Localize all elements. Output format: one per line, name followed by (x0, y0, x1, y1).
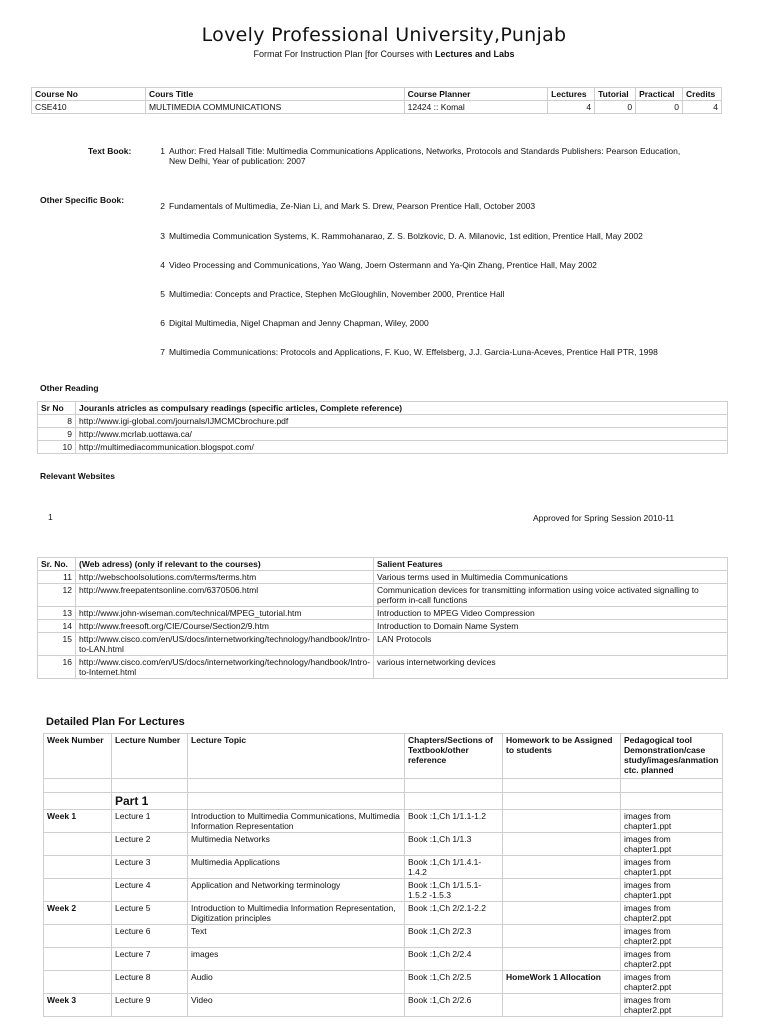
book-text: Multimedia Communications: Protocols and Applications, F. Kuo, W. Effelsberg, J.J. Garcia-Luna-Aceves, Prentice Hall PTR, 1998 (169, 347, 658, 357)
format-prefix: Format For Instruction Plan [for Courses with (253, 49, 436, 59)
reading-link-cell[interactable]: http://www.mcrlab.uottawa.ca/ (76, 428, 728, 441)
chapter-cell: Book :1,Ch 1/1.5.1-1.5.2 -1.5.3 (405, 879, 503, 902)
book-text: Video Processing and Communications, Yao Wang, Joern Ostermann and Ya-Qin Zhang, Prentice Hall, May 2002 (169, 260, 597, 270)
tool-cell: images from chapter2.ppt (621, 925, 723, 948)
websites-header-row (38, 558, 728, 571)
week-cell (44, 948, 112, 971)
university-title: Lovely Professional University,Punjab (201, 24, 567, 46)
lecture-number-cell: Lecture 2 (112, 833, 188, 856)
lecture-header-cell: Lecture Topic (188, 734, 405, 779)
chapter-cell: Book :1,Ch 2/2.5 (405, 971, 503, 994)
week-cell (44, 833, 112, 856)
course-table (31, 87, 722, 114)
other-book-entry (155, 201, 715, 213)
course-header-cell: Tutorial (595, 88, 636, 101)
course-header-row (32, 88, 722, 101)
course-value-cell: 0 (595, 101, 636, 114)
website-sr-cell: 13 (38, 607, 76, 620)
lecture-row (44, 902, 723, 925)
lecture-header-cell: Pedagogical tool Demonstration/case study/images/anmation ctc. planned (621, 734, 723, 779)
book-number: 3 (160, 231, 165, 241)
website-feature-cell: Introduction to MPEG Video Compression (374, 607, 728, 620)
lecture-number-cell: Lecture 4 (112, 879, 188, 902)
website-feature-cell: Various terms used in Multimedia Communications (374, 571, 728, 584)
websites-header-cell: (Web adress) (only if relevant to the courses) (76, 558, 374, 571)
course-value-cell: 12424 :: Komal (404, 101, 548, 114)
tool-cell: images from chapter1.ppt (621, 879, 723, 902)
lecture-row (44, 879, 723, 902)
lecture-topic-cell: Multimedia Applications (188, 856, 405, 879)
reading-row (38, 428, 728, 441)
lecture-row (44, 994, 723, 1017)
book-number: 2 (160, 201, 165, 211)
spacer-row (44, 779, 723, 793)
website-sr-cell: 11 (38, 571, 76, 584)
chapter-cell: Book :1,Ch 2/2.6 (405, 994, 503, 1017)
website-sr-cell: 16 (38, 656, 76, 679)
website-url-cell[interactable]: http://www.cisco.com/en/US/docs/internetworking/technology/handbook/Intro-to-LAN.html (76, 633, 374, 656)
websites-header-cell: Sr. No. (38, 558, 76, 571)
chapter-cell: Book :1,Ch 2/2.1-2.2 (405, 902, 503, 925)
reading-sr-cell: 9 (38, 428, 76, 441)
homework-cell (503, 994, 621, 1017)
chapter-cell: Book :1,Ch 2/2.3 (405, 925, 503, 948)
course-value-row (32, 101, 722, 114)
format-bold: Lectures and Labs (435, 49, 515, 59)
format-subtitle (0, 49, 768, 59)
lecture-number-cell: Lecture 8 (112, 971, 188, 994)
homework-cell: HomeWork 1 Allocation (503, 971, 621, 994)
reading-link-cell[interactable]: http://www.igi-global.com/journals/IJMCMCbrochure.pdf (76, 415, 728, 428)
week-cell (44, 925, 112, 948)
course-header-cell: Credits (683, 88, 722, 101)
course-header-cell: Lectures (548, 88, 595, 101)
book-number: 7 (160, 347, 165, 357)
homework-cell (503, 810, 621, 833)
book-number: 6 (160, 318, 165, 328)
website-row (38, 656, 728, 679)
other-reading-table (37, 401, 728, 454)
reading-sr-cell: 8 (38, 415, 76, 428)
website-feature-cell: Communication devices for transmitting information using voice activated signalling to perform in-call functions (374, 584, 728, 607)
lecture-header-cell: Lecture Number (112, 734, 188, 779)
book-text: Multimedia Communication Systems, K. Rammohanarao, Z. S. Bolzkovic, D. A. Milanovic, 1st edition, Prentice Hall, May 2002 (169, 231, 643, 241)
homework-cell (503, 856, 621, 879)
chapter-cell: Book :1,Ch 2/2.4 (405, 948, 503, 971)
lecture-header-cell: Homework to be Assigned to students (503, 734, 621, 779)
homework-cell (503, 948, 621, 971)
homework-cell (503, 902, 621, 925)
tool-cell: images from chapter2.ppt (621, 902, 723, 925)
book-number: 5 (160, 289, 165, 299)
website-row (38, 620, 728, 633)
course-value-cell: 0 (636, 101, 683, 114)
book-text: Fundamentals of Multimedia, Ze-Nian Li, and Mark S. Drew, Pearson Prentice Hall, October 2003 (169, 201, 536, 211)
website-feature-cell: various internetworking devices (374, 656, 728, 679)
lecture-plan-table (43, 733, 723, 1017)
tool-cell: images from chapter2.ppt (621, 994, 723, 1017)
relevant-websites-label: Relevant Websites (40, 471, 115, 481)
lecture-topic-cell: Application and Networking terminology (188, 879, 405, 902)
lecture-number-cell: Lecture 7 (112, 948, 188, 971)
book-number: 4 (160, 260, 165, 270)
tool-cell: images from chapter1.ppt (621, 810, 723, 833)
approval-note: Approved for Spring Session 2010-11 (533, 513, 675, 523)
website-row (38, 633, 728, 656)
lecture-row (44, 948, 723, 971)
reading-header-cell: Sr No (38, 402, 76, 415)
course-value-cell: MULTIMEDIA COMMUNICATIONS (145, 101, 404, 114)
reading-row (38, 415, 728, 428)
lecture-number-cell: Lecture 1 (112, 810, 188, 833)
course-header-cell: Course Planner (404, 88, 548, 101)
website-row (38, 584, 728, 607)
lecture-header-row (44, 734, 723, 779)
reading-row (38, 441, 728, 454)
tool-cell: images from chapter1.ppt (621, 856, 723, 879)
website-url-cell[interactable]: http://webschoolsolutions.com/terms/terms.htm (76, 571, 374, 584)
reading-link-cell[interactable]: http://multimediacommunication.blogspot.com/ (76, 441, 728, 454)
week-cell (44, 971, 112, 994)
book-text: Digital Multimedia, Nigel Chapman and Jenny Chapman, Wiley, 2000 (169, 318, 429, 328)
course-value-cell: 4 (548, 101, 595, 114)
chapter-cell: Book :1,Ch 1/1.4.1-1.4.2 (405, 856, 503, 879)
course-header-cell: Course No (32, 88, 146, 101)
lecture-topic-cell: Video (188, 994, 405, 1017)
website-url-cell[interactable]: http://www.freepatentsonline.com/6370506.html (76, 584, 374, 607)
lecture-number-cell: Lecture 3 (112, 856, 188, 879)
week-cell: Week 1 (44, 810, 112, 833)
website-url-cell[interactable]: http://www.cisco.com/en/US/docs/internetworking/technology/handbook/Intro-to-Internet.html (76, 656, 374, 679)
part-label: Part 1 (112, 793, 188, 810)
other-book-entry (155, 260, 715, 272)
website-sr-cell: 15 (38, 633, 76, 656)
other-book-entry (155, 347, 725, 359)
week-cell: Week 3 (44, 994, 112, 1017)
week-cell: Week 2 (44, 902, 112, 925)
website-url-cell[interactable]: http://www.freesoft.org/CIE/Course/Section2/9.htm (76, 620, 374, 633)
lecture-plan-title: Detailed Plan For Lectures (46, 716, 185, 728)
lecture-topic-cell: Text (188, 925, 405, 948)
week-cell (44, 856, 112, 879)
week-cell (44, 879, 112, 902)
lecture-number-cell: Lecture 5 (112, 902, 188, 925)
lecture-row (44, 833, 723, 856)
homework-cell (503, 879, 621, 902)
lecture-header-cell: Week Number (44, 734, 112, 779)
website-row (38, 607, 728, 620)
other-book-label: Other Specific Book: (40, 195, 125, 205)
lecture-header-cell: Chapters/Sections of Textbook/other reference (405, 734, 503, 779)
page-number: 1 (48, 512, 53, 522)
other-book-entry (155, 289, 715, 301)
reading-header-row (38, 402, 728, 415)
website-feature-cell: Introduction to Domain Name System (374, 620, 728, 633)
tool-cell: images from chapter2.ppt (621, 948, 723, 971)
website-row (38, 571, 728, 584)
lecture-row (44, 856, 723, 879)
websites-table (37, 557, 728, 679)
homework-cell (503, 925, 621, 948)
other-book-entry (155, 231, 715, 243)
reading-sr-cell: 10 (38, 441, 76, 454)
tool-cell: images from chapter1.ppt (621, 833, 723, 856)
book-text: Multimedia: Concepts and Practice, Stephen McGloughlin, November 2000, Prentice Hall (169, 289, 505, 299)
lecture-topic-cell: images (188, 948, 405, 971)
course-header-cell: Cours Title (145, 88, 404, 101)
book-text: Author: Fred Halsall Title: Multimedia Communications Applications, Networks, Protocols and Standards Publishers: Pearson Education, New Delhi, Year of publication: 2007 (169, 146, 681, 166)
course-header-cell: Practical (636, 88, 683, 101)
website-feature-cell: LAN Protocols (374, 633, 728, 656)
course-value-cell: CSE410 (32, 101, 146, 114)
other-reading-label: Other Reading (40, 383, 99, 393)
chapter-cell: Book :1,Ch 1/1.1-1.2 (405, 810, 503, 833)
part-row (44, 793, 723, 810)
website-sr-cell: 12 (38, 584, 76, 607)
lecture-topic-cell: Multimedia Networks (188, 833, 405, 856)
lecture-number-cell: Lecture 6 (112, 925, 188, 948)
website-sr-cell: 14 (38, 620, 76, 633)
other-book-entry (155, 318, 715, 330)
lecture-topic-cell: Introduction to Multimedia Communications, Multimedia Information Representation (188, 810, 405, 833)
lecture-row (44, 925, 723, 948)
text-book-entry (155, 146, 695, 168)
reading-header-cell: Jouranls atricles as compulsary readings (specific articles, Complete reference) (76, 402, 728, 415)
lecture-number-cell: Lecture 9 (112, 994, 188, 1017)
course-value-cell: 4 (683, 101, 722, 114)
tool-cell: images from chapter2.ppt (621, 971, 723, 994)
book-number: 1 (160, 146, 165, 156)
websites-header-cell: Salient Features (374, 558, 728, 571)
chapter-cell: Book :1,Ch 1/1.3 (405, 833, 503, 856)
text-book-label: Text Book: (88, 146, 132, 156)
lecture-row (44, 810, 723, 833)
homework-cell (503, 833, 621, 856)
lecture-row (44, 971, 723, 994)
website-url-cell[interactable]: http://www.john-wiseman.com/technical/MPEG_tutorial.htm (76, 607, 374, 620)
lecture-topic-cell: Introduction to Multimedia Information Representation, Digitization principles (188, 902, 405, 925)
lecture-topic-cell: Audio (188, 971, 405, 994)
